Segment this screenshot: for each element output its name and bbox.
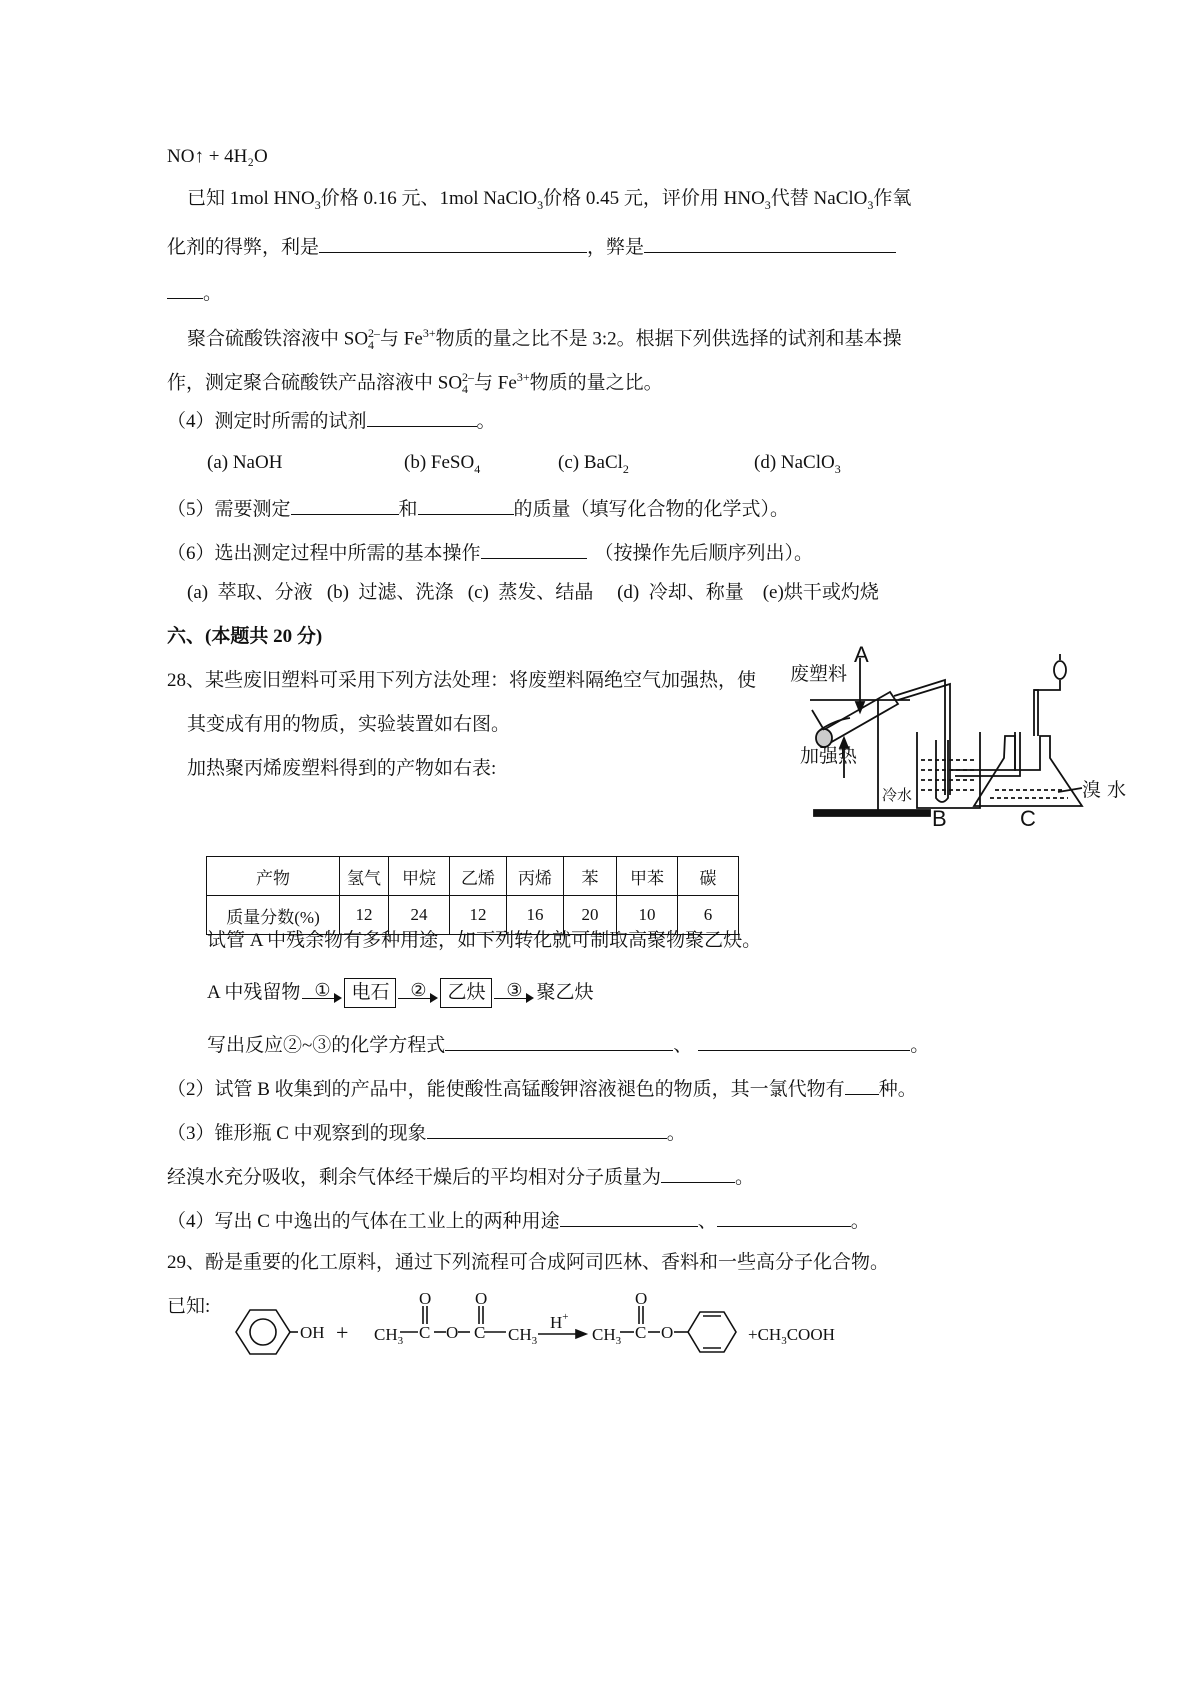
disadvantage-blank[interactable] xyxy=(644,232,896,253)
para-line2: 作，测定聚合硫酸铁产品溶液中 $SO_4^{2-}$与 $Fe^{3+}$物质的量之比。 xyxy=(167,370,663,397)
reaction-o-2: O xyxy=(475,1289,488,1308)
apparatus-diagram xyxy=(790,640,1127,831)
isomer-count-blank[interactable] xyxy=(845,1074,879,1095)
table-cell: 20 xyxy=(564,896,617,935)
equation-blank-2[interactable] xyxy=(698,1030,910,1051)
table-cell: 12 xyxy=(340,896,389,935)
table-cell: 产物 xyxy=(207,857,340,896)
q3-line3: 。 xyxy=(167,278,222,307)
table-cell: 丙烯 xyxy=(507,857,564,896)
q28-line5: 写出反应②~③的化学方程式 、 。 xyxy=(207,1030,929,1059)
reaction-c-2: C xyxy=(474,1323,486,1342)
table-cell: 12 xyxy=(450,896,507,935)
table-cell: 碳 xyxy=(678,857,739,896)
q28-line2: 其变成有用的物质，实验装置如右图。 xyxy=(187,714,511,735)
diagram-label-b: B xyxy=(932,806,947,831)
equation-tail: NO↑ + 4H₂O xyxy=(167,146,268,167)
compound-blank-1[interactable] xyxy=(291,494,399,515)
equation-blank-1[interactable] xyxy=(445,1030,673,1051)
table-cell: 10 xyxy=(617,896,678,935)
arrow-3: ③ xyxy=(492,981,536,1007)
q5-line: （5）需要测定 和 的质量（填写化合物的化学式）。 xyxy=(167,494,789,523)
box-carbide: 电石 xyxy=(344,978,396,1008)
q28-sub3: （3）锥形瓶 C 中观察到的现象 。 xyxy=(167,1118,686,1147)
q28-sub2: （2）试管 B 收集到的产品中，能使酸性高锰酸钾溶液褪色的物质，其一氯代物有 种。 xyxy=(167,1074,917,1103)
reaction-c-1: C xyxy=(419,1323,431,1342)
compound-blank-2[interactable] xyxy=(418,494,514,515)
diagram-label-a: A xyxy=(854,642,869,667)
table-cell: 甲烷 xyxy=(389,857,450,896)
known-label: 已知: xyxy=(167,1296,211,1317)
q28-line3: 加热聚丙烯废塑料得到的产物如右表: xyxy=(187,758,497,779)
opt-b: (b) FeSO$_4$ xyxy=(404,452,481,476)
opt-a: (a) NaOH xyxy=(207,452,283,473)
table-row xyxy=(207,857,739,896)
q28-line4: 试管 A 中残余物有多种用途，如下列转化就可制取高聚物聚乙炔。 xyxy=(207,930,762,951)
operations-blank[interactable] xyxy=(481,538,587,559)
use-blank-1[interactable] xyxy=(560,1206,698,1227)
table-cell: 苯 xyxy=(564,857,617,896)
reaction-o-ester: O xyxy=(661,1323,674,1342)
reaction-o-1: O xyxy=(419,1289,432,1308)
molar-mass-blank[interactable] xyxy=(661,1162,735,1183)
q6-line: （6）选出测定过程中所需的基本操作 （按操作先后顺序列出）。 xyxy=(167,538,813,567)
table-cell: 质量分数(%) xyxy=(207,896,340,935)
q28-sub4: （4）写出 C 中逸出的气体在工业上的两种用途 、 。 xyxy=(167,1206,870,1235)
q28-sub3-cont: 经溴水充分吸收，剩余气体经干燥后的平均相对分子质量为 。 xyxy=(167,1162,754,1191)
reaction-c-3: C xyxy=(635,1323,647,1342)
reaction-plus: + xyxy=(336,1320,349,1345)
reaction-ch3-1: $CH_3$ xyxy=(374,1325,404,1347)
section-header: 六、(本题共 20 分) xyxy=(167,626,323,647)
table-cell: 6 xyxy=(678,896,739,935)
operations-options: (a) 萃取、分液 (b) 过滤、洗涤 (c) 蒸发、结晶 (d) 冷却、称量 (e)烘干或灼烧 xyxy=(187,582,879,603)
disadvantage-blank-cont[interactable] xyxy=(167,278,203,299)
para-line1: 聚合硫酸铁溶液中 $SO_4^{2-}$与 $Fe^{3+}$物质的量之比不是 3:2。根据下列供选择的试剂和基本操 xyxy=(187,326,902,353)
reaction-acetic-acid: $+CH_3COOH$ xyxy=(748,1325,835,1347)
product-table xyxy=(206,856,739,935)
q3-line1: 已知 1mol $HNO_3$价格 0.16 元、1mol NaClO$_3$价格 0.45 元，评价用 $HNO_3$代替 NaClO$_3$作氧 xyxy=(187,188,912,212)
diagram-label-heat: 加强热 xyxy=(800,745,858,767)
table-cell: 16 xyxy=(507,896,564,935)
reaction-ch3-3: $CH_3$ xyxy=(592,1325,622,1347)
box-acetylene: 乙炔 xyxy=(440,978,492,1008)
diagram-label-cold: 冷水 xyxy=(882,786,913,804)
reaction-oh: OH xyxy=(300,1323,325,1342)
diagram-label-bromine: 溴 水 xyxy=(1082,779,1127,801)
arrow-1: ① xyxy=(300,981,344,1007)
q29-line: 29、酚是重要的化工原料，通过下列流程可合成阿司匹林、香料和一些高分子化合物。 xyxy=(167,1252,890,1273)
q28-line1: 28、某些废旧塑料可采用下列方法处理：将废塑料隔绝空气加强热，使 xyxy=(167,670,757,691)
table-cell: 乙烯 xyxy=(450,857,507,896)
reaction-catalyst: H+ xyxy=(550,1311,569,1332)
opt-d: (d) NaClO$_3$ xyxy=(754,452,841,476)
reaction-o-bridge: O xyxy=(446,1323,459,1342)
diagram-label-plastic: 废塑料 xyxy=(790,663,848,685)
table-cell: 甲苯 xyxy=(617,857,678,896)
known-reaction xyxy=(220,1290,900,1370)
use-blank-2[interactable] xyxy=(717,1206,851,1227)
reaction-o-3: O xyxy=(635,1289,648,1308)
conversion-flow: A 中残留物 ① 电石 ② 乙炔 ③ 聚乙炔 xyxy=(207,978,593,1008)
diagram-label-c: C xyxy=(1020,806,1036,831)
table-cell: 氢气 xyxy=(340,857,389,896)
arrow-2: ② xyxy=(396,981,440,1007)
reaction-ch3-2: $CH_3$ xyxy=(508,1325,538,1347)
table-cell: 24 xyxy=(389,896,450,935)
opt-c: (c) BaCl$_2$ xyxy=(558,452,629,476)
phenomenon-blank[interactable] xyxy=(427,1118,667,1139)
q4-line: （4）测定时所需的试剂 。 xyxy=(167,406,496,435)
advantage-blank[interactable] xyxy=(319,232,587,253)
reagent-blank[interactable] xyxy=(367,406,477,427)
q3-line2: 化剂的得弊，利是 ，弊是 xyxy=(167,232,896,261)
